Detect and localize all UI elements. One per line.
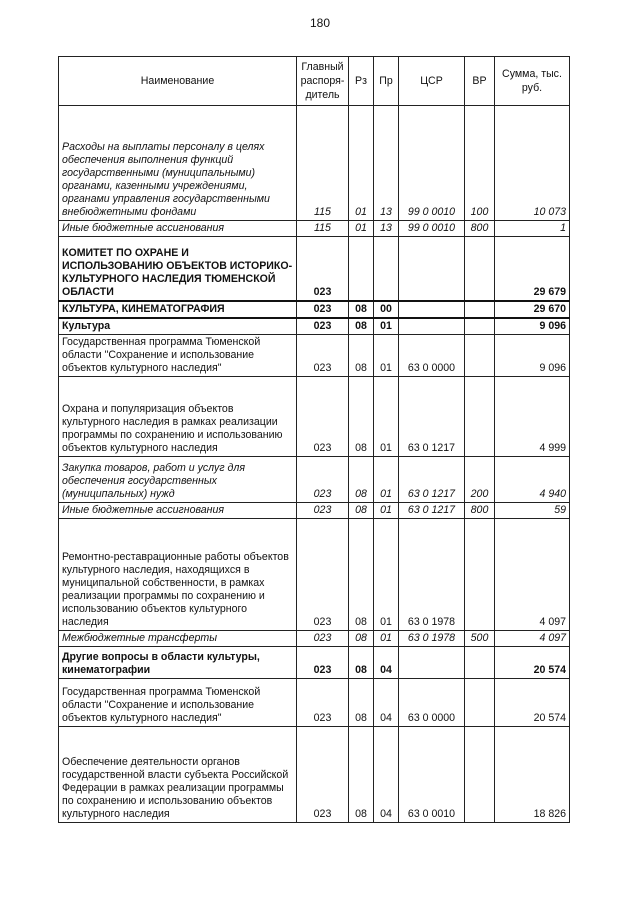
header-name: Наименование bbox=[59, 57, 297, 106]
cell-name: Обеспечение деятельности органов государственной власти субъекта Российской Федерации в рамках реализации программы по сохранению и использованию объектов культурного наследия bbox=[59, 726, 297, 822]
cell-name: Культура bbox=[59, 318, 297, 335]
cell-name: Межбюджетные трансферты bbox=[59, 630, 297, 646]
table-row bbox=[59, 726, 570, 822]
cell-csr: 99 0 0010 bbox=[399, 221, 465, 237]
cell-sum: 1 bbox=[495, 221, 570, 237]
cell-sum: 4 097 bbox=[495, 518, 570, 630]
cell-pr: 00 bbox=[374, 301, 399, 318]
cell-csr: 63 0 1217 bbox=[399, 502, 465, 518]
cell-pr: 13 bbox=[374, 221, 399, 237]
cell-gr: 023 bbox=[297, 301, 349, 318]
cell-vr: 200 bbox=[465, 456, 495, 502]
cell-csr: 63 0 1217 bbox=[399, 376, 465, 456]
cell-vr bbox=[465, 726, 495, 822]
cell-gr: 023 bbox=[297, 456, 349, 502]
cell-gr: 023 bbox=[297, 334, 349, 376]
cell-pr: 01 bbox=[374, 456, 399, 502]
table-row bbox=[59, 106, 570, 221]
table-row bbox=[59, 301, 570, 318]
cell-sum: 4 999 bbox=[495, 376, 570, 456]
cell-pr: 01 bbox=[374, 630, 399, 646]
cell-sum: 29 679 bbox=[495, 237, 570, 301]
cell-name: Иные бюджетные ассигнования bbox=[59, 221, 297, 237]
cell-rz: 08 bbox=[349, 456, 374, 502]
cell-sum: 18 826 bbox=[495, 726, 570, 822]
cell-sum: 4 940 bbox=[495, 456, 570, 502]
table-row bbox=[59, 518, 570, 630]
cell-sum: 20 574 bbox=[495, 646, 570, 678]
cell-pr: 01 bbox=[374, 518, 399, 630]
table-body bbox=[59, 106, 570, 823]
cell-csr: 63 0 1978 bbox=[399, 630, 465, 646]
cell-csr bbox=[399, 301, 465, 318]
cell-rz bbox=[349, 237, 374, 301]
cell-rz: 08 bbox=[349, 502, 374, 518]
cell-gr: 023 bbox=[297, 318, 349, 335]
cell-vr bbox=[465, 646, 495, 678]
cell-vr bbox=[465, 237, 495, 301]
cell-rz: 08 bbox=[349, 646, 374, 678]
header-sum: Сумма, тыс. руб. bbox=[495, 57, 570, 106]
table-row bbox=[59, 376, 570, 456]
cell-rz: 01 bbox=[349, 106, 374, 221]
cell-name: КОМИТЕТ ПО ОХРАНЕ И ИСПОЛЬЗОВАНИЮ ОБЪЕКТОВ ИСТОРИКО-КУЛЬТУРНОГО НАСЛЕДИЯ ТЮМЕНСКОЙ ОБЛАСТИ bbox=[59, 237, 297, 301]
cell-vr: 100 bbox=[465, 106, 495, 221]
cell-pr bbox=[374, 237, 399, 301]
cell-vr: 800 bbox=[465, 502, 495, 518]
cell-sum: 20 574 bbox=[495, 678, 570, 726]
cell-rz: 01 bbox=[349, 221, 374, 237]
table-row bbox=[59, 646, 570, 678]
cell-name: Расходы на выплаты персоналу в целях обеспечения выполнения функций государственными (муниципальными) органами, казенными учреждениями, органами управления государственными внебюджетными фондами bbox=[59, 106, 297, 221]
table-row bbox=[59, 334, 570, 376]
cell-vr bbox=[465, 318, 495, 335]
cell-csr: 99 0 0010 bbox=[399, 106, 465, 221]
cell-name: Государственная программа Тюменской области "Сохранение и использование объектов культурного наследия" bbox=[59, 334, 297, 376]
table-row bbox=[59, 318, 570, 335]
cell-rz: 08 bbox=[349, 630, 374, 646]
cell-pr: 04 bbox=[374, 678, 399, 726]
cell-name: Ремонтно-реставрационные работы объектов культурного наследия, находящихся в муниципальной собственности, в рамках реализации программы по сохранению и использованию объектов культурного наследия bbox=[59, 518, 297, 630]
cell-gr: 023 bbox=[297, 678, 349, 726]
cell-vr bbox=[465, 376, 495, 456]
cell-vr bbox=[465, 334, 495, 376]
cell-rz: 08 bbox=[349, 678, 374, 726]
table-row bbox=[59, 502, 570, 518]
table-row bbox=[59, 456, 570, 502]
header-vr: ВР bbox=[465, 57, 495, 106]
cell-gr: 023 bbox=[297, 376, 349, 456]
page-number: 180 bbox=[309, 16, 331, 30]
cell-rz: 08 bbox=[349, 376, 374, 456]
cell-pr: 01 bbox=[374, 502, 399, 518]
table-row bbox=[59, 678, 570, 726]
table-row bbox=[59, 237, 570, 301]
cell-vr bbox=[465, 678, 495, 726]
cell-sum: 59 bbox=[495, 502, 570, 518]
cell-csr: 63 0 0000 bbox=[399, 334, 465, 376]
cell-gr: 023 bbox=[297, 646, 349, 678]
cell-gr: 023 bbox=[297, 237, 349, 301]
cell-sum: 4 097 bbox=[495, 630, 570, 646]
cell-sum: 10 073 bbox=[495, 106, 570, 221]
cell-rz: 08 bbox=[349, 518, 374, 630]
cell-csr: 63 0 0010 bbox=[399, 726, 465, 822]
cell-pr: 01 bbox=[374, 318, 399, 335]
header-csr: ЦСР bbox=[399, 57, 465, 106]
cell-gr: 115 bbox=[297, 221, 349, 237]
cell-sum: 29 670 bbox=[495, 301, 570, 318]
cell-vr bbox=[465, 301, 495, 318]
cell-pr: 04 bbox=[374, 646, 399, 678]
cell-gr: 115 bbox=[297, 106, 349, 221]
budget-table bbox=[58, 56, 570, 823]
cell-sum: 9 096 bbox=[495, 318, 570, 335]
table-header-row bbox=[59, 57, 570, 106]
cell-name: Охрана и популяризация объектов культурного наследия в рамках реализации программы по сохранению и использованию объектов культурного наследия bbox=[59, 376, 297, 456]
cell-rz: 08 bbox=[349, 301, 374, 318]
cell-csr bbox=[399, 237, 465, 301]
cell-rz: 08 bbox=[349, 334, 374, 376]
cell-gr: 023 bbox=[297, 630, 349, 646]
table-row bbox=[59, 221, 570, 237]
cell-pr: 13 bbox=[374, 106, 399, 221]
header-rz: Рз bbox=[349, 57, 374, 106]
cell-vr bbox=[465, 518, 495, 630]
cell-csr: 63 0 1978 bbox=[399, 518, 465, 630]
cell-csr bbox=[399, 318, 465, 335]
table-row bbox=[59, 630, 570, 646]
cell-name: Иные бюджетные ассигнования bbox=[59, 502, 297, 518]
cell-csr: 63 0 1217 bbox=[399, 456, 465, 502]
cell-sum: 9 096 bbox=[495, 334, 570, 376]
cell-pr: 01 bbox=[374, 376, 399, 456]
cell-gr: 023 bbox=[297, 726, 349, 822]
cell-name: Другие вопросы в области культуры, кинематографии bbox=[59, 646, 297, 678]
cell-rz: 08 bbox=[349, 318, 374, 335]
cell-name: Закупка товаров, работ и услуг для обеспечения государственных (муниципальных) нужд bbox=[59, 456, 297, 502]
cell-name: Государственная программа Тюменской области "Сохранение и использование объектов культурного наследия" bbox=[59, 678, 297, 726]
cell-rz: 08 bbox=[349, 726, 374, 822]
header-pr: Пр bbox=[374, 57, 399, 106]
cell-vr: 500 bbox=[465, 630, 495, 646]
cell-gr: 023 bbox=[297, 502, 349, 518]
cell-csr: 63 0 0000 bbox=[399, 678, 465, 726]
cell-gr: 023 bbox=[297, 518, 349, 630]
cell-pr: 04 bbox=[374, 726, 399, 822]
cell-pr: 01 bbox=[374, 334, 399, 376]
cell-vr: 800 bbox=[465, 221, 495, 237]
header-gr: Главный распоря-дитель bbox=[297, 57, 349, 106]
cell-csr bbox=[399, 646, 465, 678]
cell-name: КУЛЬТУРА, КИНЕМАТОГРАФИЯ bbox=[59, 301, 297, 318]
